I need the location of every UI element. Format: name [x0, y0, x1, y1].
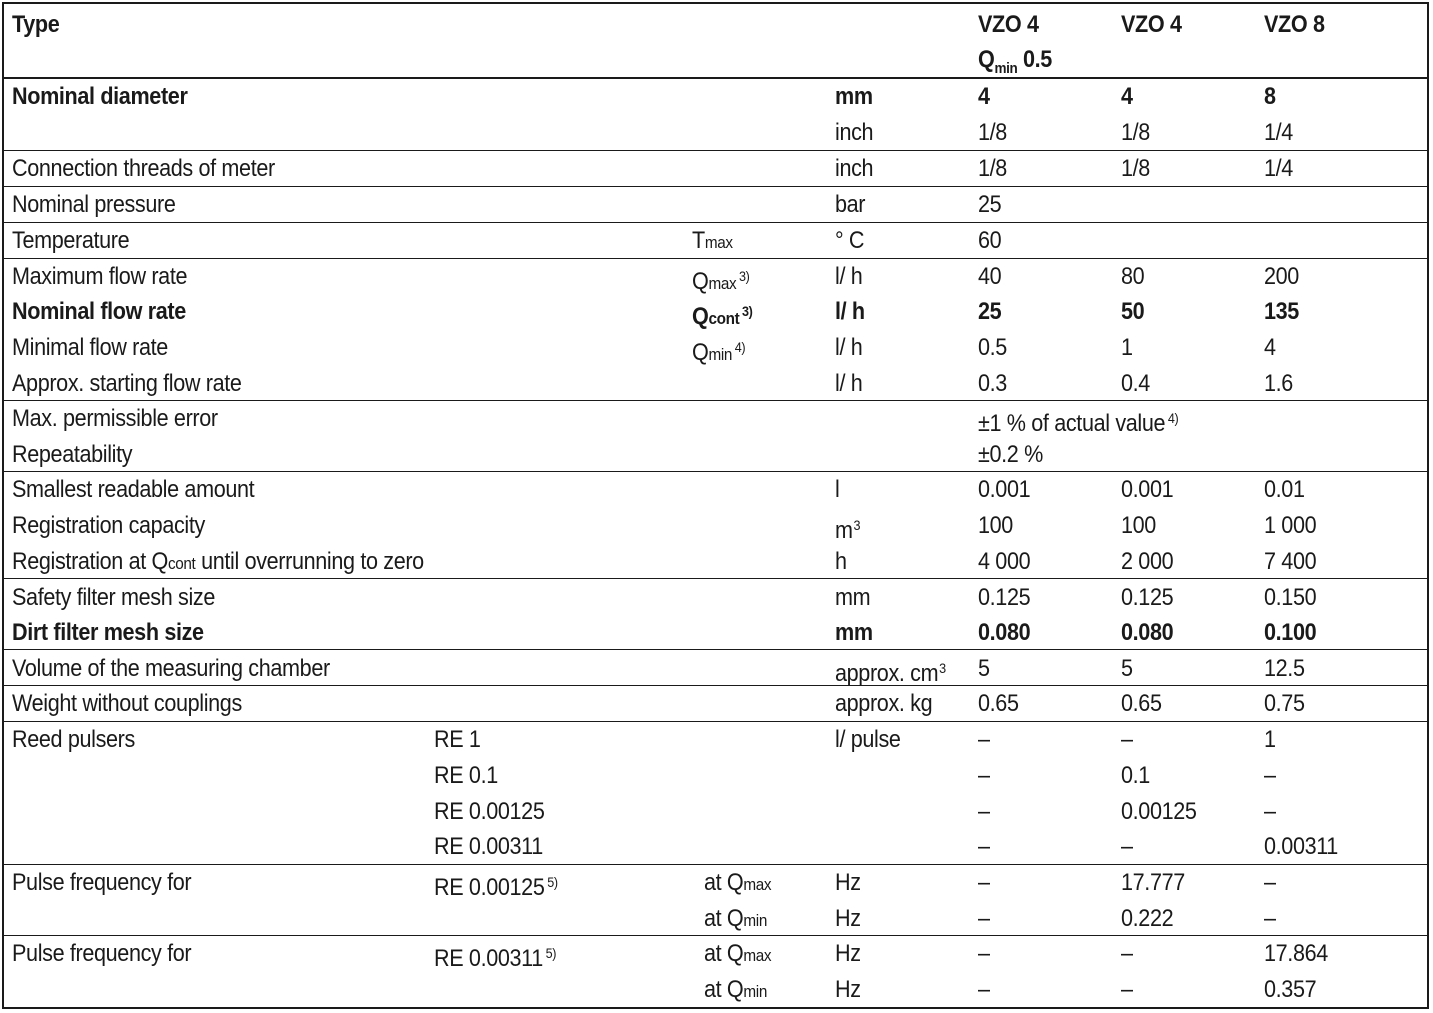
value-span — [978, 401, 1178, 442]
row-unit: bar — [835, 191, 866, 218]
value-col3: 135 — [1264, 298, 1299, 325]
value-col1: 4 000 — [978, 548, 1031, 575]
value-col3: 1/4 — [1264, 119, 1293, 146]
label-part: until overrunning to zero — [195, 548, 424, 575]
symbol-sub: cont — [708, 309, 740, 328]
row-label: Approx. starting flow rate — [12, 370, 242, 397]
value-col1: – — [978, 762, 990, 789]
symbol-letter: Q — [692, 268, 709, 295]
table-row — [4, 437, 1427, 473]
symbol-letter: Q — [692, 303, 709, 330]
value-span: ±0.2 % — [978, 441, 1043, 468]
value-col3: 1 — [1264, 726, 1276, 753]
value-col2: 2 000 — [1121, 548, 1174, 575]
label-part: Registration at Q — [12, 548, 168, 575]
row-unit: l/ h — [835, 370, 863, 397]
footnote-ref: 4) — [734, 339, 746, 355]
value-col3: 200 — [1264, 263, 1299, 290]
footnote-ref: 5) — [547, 874, 558, 890]
row-label — [12, 544, 424, 582]
value-col1: 25 — [978, 191, 1002, 218]
value-col3: 12.5 — [1264, 655, 1305, 682]
type-header: Type — [12, 11, 60, 38]
value-col2: 50 — [1121, 298, 1145, 325]
value-col3: 8 — [1264, 83, 1276, 110]
pulser-text: RE 0.00311 — [434, 945, 543, 972]
row-label: Volume of the measuring chamber — [12, 655, 330, 682]
row-symbol — [704, 972, 767, 1010]
row-label: Safety filter mesh size — [12, 584, 216, 611]
table-row — [4, 366, 1427, 402]
symbol-sub: max — [704, 233, 733, 252]
value-col1: – — [978, 833, 990, 860]
table-row — [4, 294, 1427, 330]
row-unit: l/ pulse — [835, 726, 901, 753]
value-col1: 40 — [978, 263, 1002, 290]
value-col2: 4 — [1121, 83, 1133, 110]
value-col2: 17.777 — [1121, 869, 1185, 896]
table-row — [4, 651, 1427, 687]
error-value: ±1 % of actual value — [978, 410, 1166, 437]
qmin-sub: min — [994, 60, 1018, 77]
value-col3: 1.6 — [1264, 370, 1293, 397]
value-col3: 4 — [1264, 334, 1276, 361]
pulser-name: RE 1 — [434, 726, 481, 753]
symbol-letter: T — [692, 227, 705, 254]
unit-exponent: 3 — [853, 517, 861, 533]
qmin-q: Q — [978, 46, 995, 73]
table-row — [4, 936, 1427, 972]
value-col2: 0.125 — [1121, 584, 1174, 611]
header-row-2 — [4, 42, 1427, 78]
value-col2: 0.4 — [1121, 370, 1150, 397]
pulser-name — [434, 865, 558, 906]
value-col1: 5 — [978, 655, 990, 682]
divider — [4, 578, 1427, 579]
unit-base: m — [835, 517, 853, 544]
row-unit: mm — [835, 584, 871, 611]
value-col2: – — [1121, 726, 1133, 753]
row-unit: l — [835, 476, 840, 503]
value-col2: 0.65 — [1121, 690, 1162, 717]
qmin-value: 0.5 — [1017, 46, 1052, 73]
value-col2: 0.222 — [1121, 905, 1174, 932]
row-symbol — [692, 223, 733, 261]
pulser-text: RE 0.00125 — [434, 874, 545, 901]
row-unit: mm — [835, 619, 873, 646]
pulser-name: RE 0.00125 — [434, 798, 545, 825]
row-unit — [835, 508, 860, 549]
row-label: Reed pulsers — [12, 726, 135, 753]
value-col3: 7 400 — [1264, 548, 1317, 575]
table-row — [4, 901, 1427, 937]
value-col1: 1/8 — [978, 119, 1007, 146]
row-unit: l/ h — [835, 298, 865, 325]
value-col2: – — [1121, 833, 1133, 860]
symbol-letter: Q — [692, 339, 709, 366]
header-row — [4, 7, 1427, 43]
value-col3: 1 000 — [1264, 512, 1317, 539]
value-col2: 0.001 — [1121, 476, 1174, 503]
row-label: Weight without couplings — [12, 690, 242, 717]
divider — [4, 649, 1427, 650]
unit-exponent: 3 — [939, 660, 946, 676]
row-label: Repeatability — [12, 441, 133, 468]
value-col2: 1/8 — [1121, 119, 1150, 146]
col1-header-line1: VZO 4 — [978, 11, 1039, 38]
value-col1: 1/8 — [978, 155, 1007, 182]
footnote-ref: 5) — [545, 945, 557, 961]
value-col2: 100 — [1121, 512, 1156, 539]
value-col3: 1/4 — [1264, 155, 1293, 182]
value-col1: 100 — [978, 512, 1013, 539]
symbol-sub: min — [708, 345, 733, 364]
value-col3: 0.357 — [1264, 976, 1317, 1003]
row-unit: Hz — [835, 869, 861, 896]
value-col1: 4 — [978, 83, 990, 110]
table-row — [4, 187, 1427, 223]
row-label: Nominal pressure — [12, 191, 176, 218]
value-col2: 0.1 — [1121, 762, 1150, 789]
value-col1: 0.5 — [978, 334, 1007, 361]
symbol-sub: max — [708, 274, 737, 293]
symbol-letter: at Q — [704, 976, 744, 1003]
col2-header: VZO 4 — [1121, 11, 1182, 38]
footnote-ref: 4) — [1167, 410, 1179, 426]
row-unit: h — [835, 548, 847, 575]
table-row — [4, 151, 1427, 187]
value-col1: – — [978, 798, 990, 825]
row-unit: Hz — [835, 940, 861, 967]
row-label: Dirt filter mesh size — [12, 619, 204, 646]
row-unit: mm — [835, 83, 873, 110]
value-col2: – — [1121, 976, 1133, 1003]
row-label: Minimal flow rate — [12, 334, 168, 361]
value-col1: 0.080 — [978, 619, 1031, 646]
value-col1: – — [978, 869, 990, 896]
row-unit: inch — [835, 155, 874, 182]
table-row — [4, 79, 1427, 115]
table-row — [4, 722, 1427, 758]
row-label: Temperature — [12, 227, 130, 254]
table-row — [4, 865, 1427, 901]
table-row — [4, 615, 1427, 651]
value-col3: – — [1264, 798, 1276, 825]
value-col3: – — [1264, 762, 1276, 789]
row-unit: Hz — [835, 905, 861, 932]
value-col1: – — [978, 726, 990, 753]
row-unit: l/ h — [835, 334, 863, 361]
value-col1: 0.125 — [978, 584, 1031, 611]
table-row — [4, 401, 1427, 437]
value-col2: 0.00125 — [1121, 798, 1197, 825]
value-col2: – — [1121, 940, 1133, 967]
value-col3: 17.864 — [1264, 940, 1328, 967]
row-symbol — [704, 936, 771, 974]
value-col2: 1/8 — [1121, 155, 1150, 182]
row-label: Pulse frequency for — [12, 940, 192, 967]
table-row — [4, 829, 1427, 865]
value-col2: 1 — [1121, 334, 1133, 361]
table-row — [4, 330, 1427, 366]
value-col3: 0.150 — [1264, 584, 1317, 611]
symbol-sub: min — [743, 982, 767, 1001]
symbol-sub: max — [743, 875, 772, 894]
table-row — [4, 758, 1427, 794]
value-col3: 0.01 — [1264, 476, 1305, 503]
label-sub: cont — [167, 554, 196, 573]
row-label: Registration capacity — [12, 512, 205, 539]
row-label: Connection threads of meter — [12, 155, 275, 182]
pulser-name: RE 0.1 — [434, 762, 498, 789]
row-symbol — [704, 901, 767, 939]
row-symbol — [704, 865, 771, 903]
row-label: Maximum flow rate — [12, 263, 188, 290]
symbol-letter: at Q — [704, 869, 744, 896]
row-unit: l/ h — [835, 263, 863, 290]
value-col2: 80 — [1121, 263, 1145, 290]
table-row — [4, 972, 1427, 1008]
row-label: Nominal flow rate — [12, 298, 186, 325]
value-col3: 0.100 — [1264, 619, 1317, 646]
symbol-letter: at Q — [704, 940, 744, 967]
table-row — [4, 259, 1427, 295]
row-label: Max. permissible error — [12, 405, 218, 432]
row-label: Smallest readable amount — [12, 476, 255, 503]
row-label: Nominal diameter — [12, 83, 188, 110]
table-row — [4, 794, 1427, 830]
value-col1: 25 — [978, 298, 1002, 325]
value-col3: – — [1264, 905, 1276, 932]
value-col1: – — [978, 940, 990, 967]
value-col1: – — [978, 905, 990, 932]
value-col1: 0.001 — [978, 476, 1031, 503]
symbol-sub: min — [743, 911, 767, 930]
row-unit: Hz — [835, 976, 861, 1003]
table-row — [4, 223, 1427, 259]
value-col3: 0.00311 — [1264, 833, 1338, 860]
value-col1: 0.65 — [978, 690, 1019, 717]
footnote-ref: 3) — [742, 303, 753, 319]
table-row — [4, 508, 1427, 544]
value-col2: 0.080 — [1121, 619, 1174, 646]
table-row — [4, 115, 1427, 151]
pulser-name: RE 0.00311 — [434, 833, 543, 860]
unit-base: approx. cm — [835, 660, 939, 687]
specification-table — [2, 2, 1429, 1009]
col3-header: VZO 8 — [1264, 11, 1325, 38]
value-col3: – — [1264, 869, 1276, 896]
table-row — [4, 472, 1427, 508]
row-unit: approx. kg — [835, 690, 933, 717]
symbol-sub: max — [743, 946, 772, 965]
table-row — [4, 544, 1427, 580]
pulser-name — [434, 936, 556, 977]
row-label: Pulse frequency for — [12, 869, 192, 896]
table-row — [4, 686, 1427, 722]
value-col1: 0.3 — [978, 370, 1007, 397]
value-col1: – — [978, 976, 990, 1003]
row-unit: ° C — [835, 227, 865, 254]
value-col3: 0.75 — [1264, 690, 1305, 717]
value-col2: 5 — [1121, 655, 1133, 682]
row-unit: inch — [835, 119, 874, 146]
footnote-ref: 3) — [738, 268, 750, 284]
value-col1: 60 — [978, 227, 1002, 254]
symbol-letter: at Q — [704, 905, 744, 932]
table-row — [4, 580, 1427, 616]
